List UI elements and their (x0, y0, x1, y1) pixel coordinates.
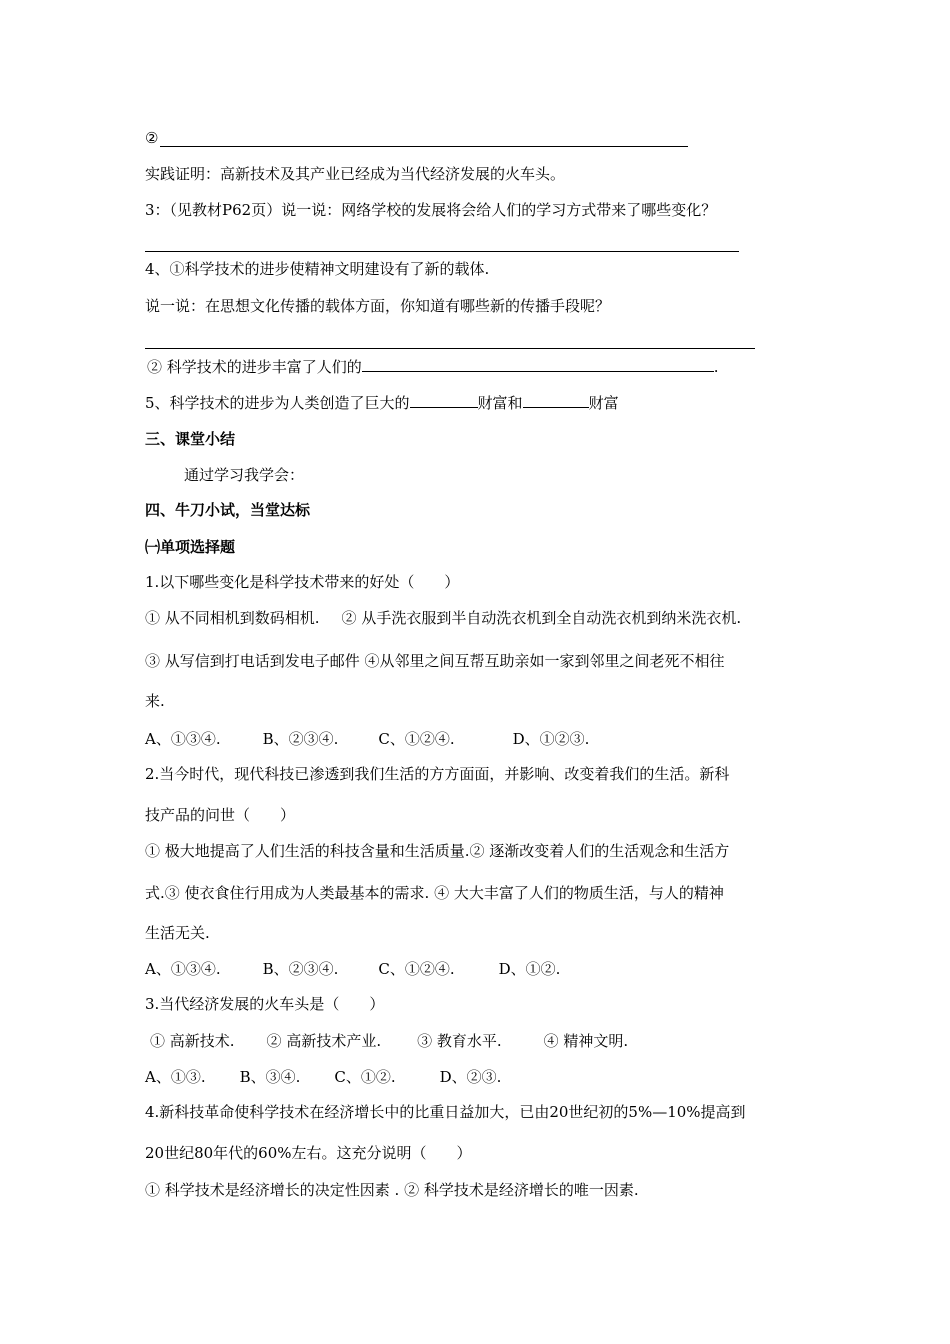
question-1-options-row3: 来. (145, 692, 165, 710)
text: ③ 教育水平. (417, 1032, 502, 1050)
section-4-heading: 四、牛刀小试，当堂达标 (145, 501, 311, 519)
question-2-choices (145, 959, 560, 979)
text: ② 高新技术产业. (266, 1032, 382, 1050)
answer-blank-line (145, 348, 755, 349)
question-4-stem: 4.新科技革命使科学技术在经济增长中的比重日益加大，已由20世纪初的5%—10%提高到 (145, 1103, 746, 1121)
statement-line: 实践证明：高新技术及其产业已经成为当代经济发展的火车头。 (145, 165, 566, 183)
choice-b: B、②③④. (262, 730, 339, 748)
text: 财富 (588, 394, 619, 412)
choice-b: B、②③④. (262, 960, 339, 978)
choice-c: C、①②. (334, 1068, 396, 1086)
text: ④ 精神文明. (543, 1032, 629, 1050)
item-4-line: 4、①科学技术的进步使精神文明建设有了新的载体. (145, 260, 490, 278)
text: ② 科学技术的进步丰富了人们的 (147, 358, 362, 376)
item-4-2-line (147, 357, 719, 377)
summary-prompt: 通过学习我学会： (184, 466, 305, 484)
question-3-options (150, 1031, 628, 1051)
question-3-stem: 3.当代经济发展的火车头是（ ） (145, 995, 385, 1013)
question-4-stem-cont: 20世纪80年代的60%左右。这充分说明（ ） (145, 1144, 472, 1162)
question-1-options-row2: ③ 从写信到打电话到发电子邮件 ④从邻里之间互帮互助亲如一家到邻里之间老死不相往 (145, 652, 725, 670)
text: ① 高新技术. (150, 1032, 235, 1050)
question-2-stem-cont: 技产品的问世（ ） (145, 806, 296, 824)
section-3-heading: 三、课堂小结 (145, 430, 236, 448)
question-4-options-row1: ① 科学技术是经济增长的决定性因素 . ② 科学技术是经济增长的唯一因素. (145, 1181, 639, 1199)
question-2-stem: 2.当今时代，现代科技已渗透到我们生活的方方面面，并影响、改变着我们的生活。新科 (145, 765, 730, 783)
text: 财富和 (477, 394, 523, 412)
choice-c: C、①②④. (378, 730, 455, 748)
text: ① 从不同相机到数码相机. (145, 609, 320, 627)
choice-a: A、①③④. (145, 960, 221, 978)
subsection-heading: ㈠单项选择题 (145, 538, 236, 556)
fill-blank[interactable] (362, 357, 714, 372)
question-3-line: 3：（见教材P62页）说一说：网络学校的发展将会给人们的学习方式带来了哪些变化？ (145, 201, 717, 219)
circled-2-prompt (145, 128, 158, 148)
item-5-line (145, 393, 619, 413)
choice-c: C、①②④. (378, 960, 455, 978)
question-3-choices (145, 1067, 501, 1087)
choice-a: A、①③④. (145, 730, 221, 748)
text: 5、科学技术的进步为人类创造了巨大的 (145, 394, 410, 412)
choice-b: B、③④. (239, 1068, 301, 1086)
question-2-options-row1: ① 极大地提高了人们生活的科技含量和生活质量.② 逐渐改变着人们的生活观念和生活方 (145, 842, 730, 860)
question-1-options-row1 (145, 608, 741, 628)
question-2-options-row2: 式.③ 使衣食住行用成为人类最基本的需求. ④ 大大丰富了人们的物质生活，与人的精神 (145, 884, 724, 902)
fill-blank[interactable] (410, 393, 478, 408)
say-prompt-line: 说一说：在思想文化传播的载体方面，你知道有哪些新的传播手段呢？ (145, 297, 611, 315)
text: ② (145, 129, 159, 147)
answer-blank-line (160, 146, 688, 147)
text: ② 从手洗衣服到半自动洗衣机到全自动洗衣机到纳米洗衣机. (341, 609, 742, 627)
question-1-stem: 1.以下哪些变化是科学技术带来的好处（ ） (145, 573, 460, 591)
choice-d: D、①②③. (512, 730, 590, 748)
choice-d: D、②③. (439, 1068, 502, 1086)
choice-d: D、①②. (498, 960, 561, 978)
text: . (713, 358, 719, 376)
answer-blank-line (145, 251, 739, 252)
question-1-choices (145, 729, 589, 749)
fill-blank[interactable] (523, 393, 589, 408)
choice-a: A、①③. (145, 1068, 206, 1086)
question-2-options-row3: 生活无关. (145, 924, 210, 942)
